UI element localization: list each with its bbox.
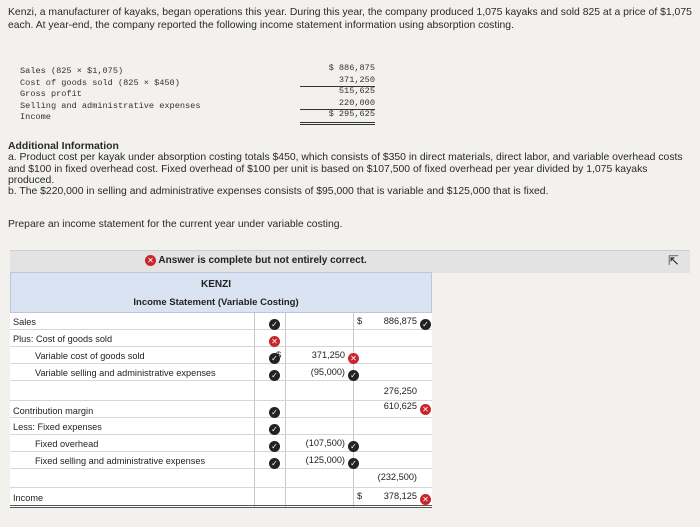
abs-rule-3: [300, 122, 375, 125]
amount-input[interactable]: 610,625: [383, 401, 417, 411]
abs-label-sga: Selling and administrative expenses: [20, 100, 201, 111]
check-icon: ✓: [269, 455, 280, 473]
row-subtotal-variable: [10, 381, 432, 401]
dollar-sign: $: [357, 491, 363, 501]
amount-input[interactable]: (125,000): [305, 455, 345, 465]
check-icon: ✓: [420, 316, 431, 334]
amount-input[interactable]: (107,500): [305, 438, 345, 448]
row-label[interactable]: Variable selling and administrative expenses: [35, 368, 216, 378]
abs-label-income: Income: [20, 112, 51, 122]
additional-heading: Additional Information: [8, 141, 119, 152]
incorrect-icon: ✕: [269, 333, 280, 351]
statement-title: Income Statement (Variable Costing): [133, 297, 299, 308]
abs-label-sales: Sales (825 × $1,075): [20, 66, 124, 76]
row-label[interactable]: Income: [13, 493, 44, 503]
additional-a: a. Product cost per kayak under absorption costing totals $450, which consists of $350 in direct materials, direct labor, and variable overhead costs and $100 in fixed overhead cost. Fixed overhead of $100 per unit is based on $107,500 of fixed overhead per year divided by 1,075 kayaks produced.: [8, 152, 683, 186]
abs-value-income: $ 295,625: [328, 109, 375, 119]
incorrect-icon: ✕: [348, 350, 359, 368]
row-label[interactable]: Fixed overhead: [35, 439, 99, 449]
row-subtotal-fixed: [10, 469, 432, 488]
abs-label-cogs: Cost of goods sold (825 × $450): [20, 77, 180, 88]
check-icon: ✓: [348, 367, 359, 385]
abs-label-gross: Gross profit: [20, 89, 82, 99]
row-label[interactable]: Fixed selling and administrative expenses: [35, 456, 206, 466]
amount-input[interactable]: (95,000): [310, 367, 345, 377]
abs-value-sga: 220,000: [338, 97, 375, 108]
check-icon: ✓: [348, 438, 359, 456]
answer-status-text: Answer is complete but not entirely correct.: [158, 255, 367, 267]
row-label[interactable]: Contribution margin: [13, 406, 94, 416]
check-icon: ✓: [269, 404, 280, 422]
absorption-values: [300, 63, 375, 121]
check-icon: ✓: [269, 438, 280, 456]
amount-input[interactable]: 378,125: [383, 491, 417, 501]
row-fixed-sga: [10, 452, 432, 469]
row-label[interactable]: Sales: [13, 317, 36, 327]
row-fixed-overhead: [10, 435, 432, 452]
row-label[interactable]: Plus: Cost of goods sold: [13, 334, 113, 344]
row-income: [10, 488, 432, 508]
check-icon: ✓: [269, 367, 280, 385]
row-variable-sga: [10, 364, 432, 381]
row-less-fixed: [10, 418, 432, 435]
abs-value-sales: $ 886,875: [328, 63, 375, 73]
row-contribution-margin: [10, 401, 432, 418]
check-icon: ✓: [269, 421, 280, 439]
check-icon: ✓: [269, 316, 280, 334]
problem-intro: Kenzi, a manufacturer of kayaks, began operations this year. During this year, the company produced 1,075 kayaks and sold 825 at a price of $1,075 each. At year-end, the company reported the following income statement information using absorption costing.: [8, 7, 692, 31]
row-label[interactable]: Variable cost of goods sold: [35, 351, 145, 361]
amount-input[interactable]: 276,250: [383, 386, 417, 396]
abs-rule-2: [300, 109, 375, 110]
dollar-sign: $: [357, 316, 363, 326]
row-label[interactable]: Less: Fixed expenses: [13, 422, 102, 432]
amount-input[interactable]: 371,250: [311, 350, 345, 360]
additional-info: [8, 141, 692, 197]
company-name: KENZI: [201, 279, 231, 290]
incorrect-icon: ✕: [420, 491, 431, 509]
check-icon: ✓: [269, 350, 280, 368]
mouse-cursor-icon: ⇱: [668, 254, 679, 269]
answer-status: [145, 255, 367, 266]
amount-input[interactable]: 886,875: [383, 316, 417, 326]
dollar-sign: $: [276, 350, 282, 360]
abs-value-cogs: 371,250: [338, 74, 375, 85]
abs-rule-1: [300, 86, 375, 87]
incorrect-icon: ✕: [420, 401, 431, 419]
row-variable-cogs: [10, 347, 432, 364]
check-icon: ✓: [348, 455, 359, 473]
incorrect-icon: ✕: [145, 255, 156, 266]
additional-b: b. The $220,000 in selling and administrative expenses consists of $95,000 that is variable and $125,000 that is fixed.: [8, 186, 549, 198]
abs-value-gross: 515,625: [338, 86, 375, 96]
row-sales: [10, 313, 432, 330]
row-plus-cogs: [10, 330, 432, 347]
question-prompt: Prepare an income statement for the current year under variable costing.: [8, 219, 343, 230]
amount-input[interactable]: (232,500): [377, 472, 417, 482]
